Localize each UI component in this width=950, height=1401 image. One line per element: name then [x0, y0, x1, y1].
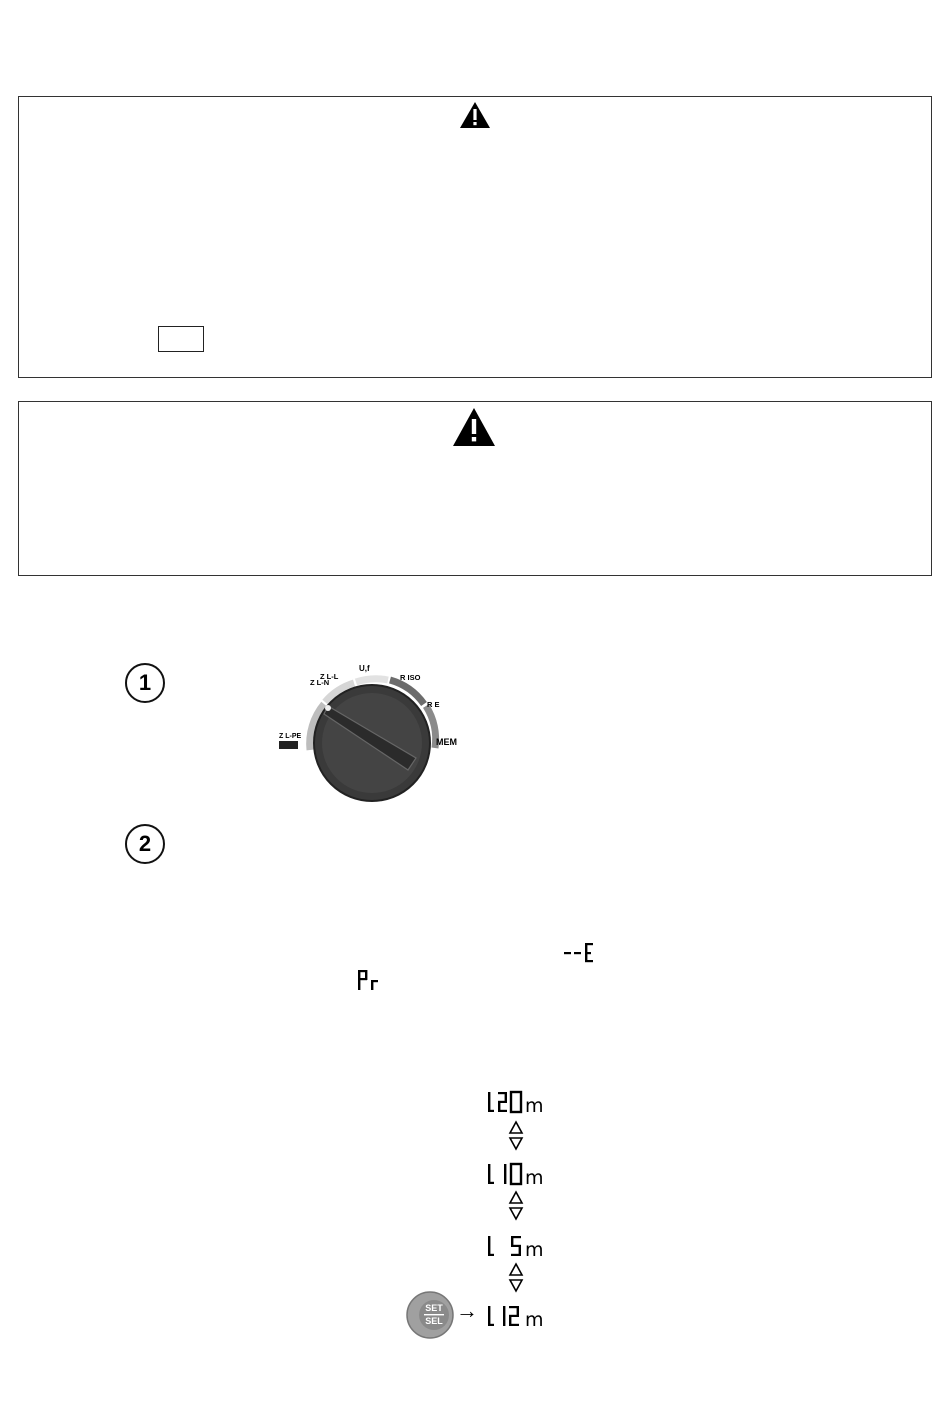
dial-label-re: R E: [427, 700, 440, 709]
length-option-l10m: [486, 1159, 556, 1187]
dial-label-riso: R ISO: [400, 673, 421, 682]
up-down-arrows-icon: [508, 1190, 524, 1222]
key-symbol-box: [158, 326, 204, 352]
cable-length-sequence: [400, 1085, 600, 1345]
warning-triangle-icon: [459, 101, 491, 129]
length-option-l12m: [486, 1301, 556, 1329]
dial-rcd-symbol: [279, 741, 298, 749]
dial-label-zlpe: Z L-PE: [279, 733, 302, 740]
up-down-arrows-icon: [508, 1120, 524, 1152]
dial-label-uf: U,f: [359, 664, 370, 673]
right-arrow-icon: →: [456, 1298, 478, 1323]
length-option-l5m: [486, 1231, 556, 1259]
sel-label: SEL: [425, 1316, 443, 1326]
dial-label-zln: Z L-N: [310, 678, 330, 687]
step-2-label: 2: [138, 831, 152, 856]
svg-text:m: m: [525, 1239, 544, 1259]
svg-text:m: m: [525, 1167, 544, 1187]
lcd-pr-symbol: [356, 967, 382, 993]
up-down-arrows-icon: [508, 1262, 524, 1294]
lcd-e-symbol: [562, 940, 596, 964]
set-sel-button[interactable]: [405, 1290, 455, 1340]
step-number-1: [125, 663, 165, 703]
dial-label-mem: MEM: [436, 737, 457, 747]
set-label: SET: [425, 1303, 443, 1313]
rotary-function-dial[interactable]: [276, 658, 476, 803]
warning-box-1: [18, 96, 932, 378]
step-number-2: [125, 824, 165, 864]
warning-box-2: [18, 401, 932, 576]
svg-text:m: m: [525, 1309, 544, 1329]
step-1-label: 1: [138, 670, 152, 695]
svg-text:m: m: [525, 1095, 544, 1115]
warning-triangle-icon: [452, 407, 496, 447]
dial-label-zll: Z L-L: [320, 672, 339, 681]
length-option-l20m: [486, 1087, 556, 1115]
